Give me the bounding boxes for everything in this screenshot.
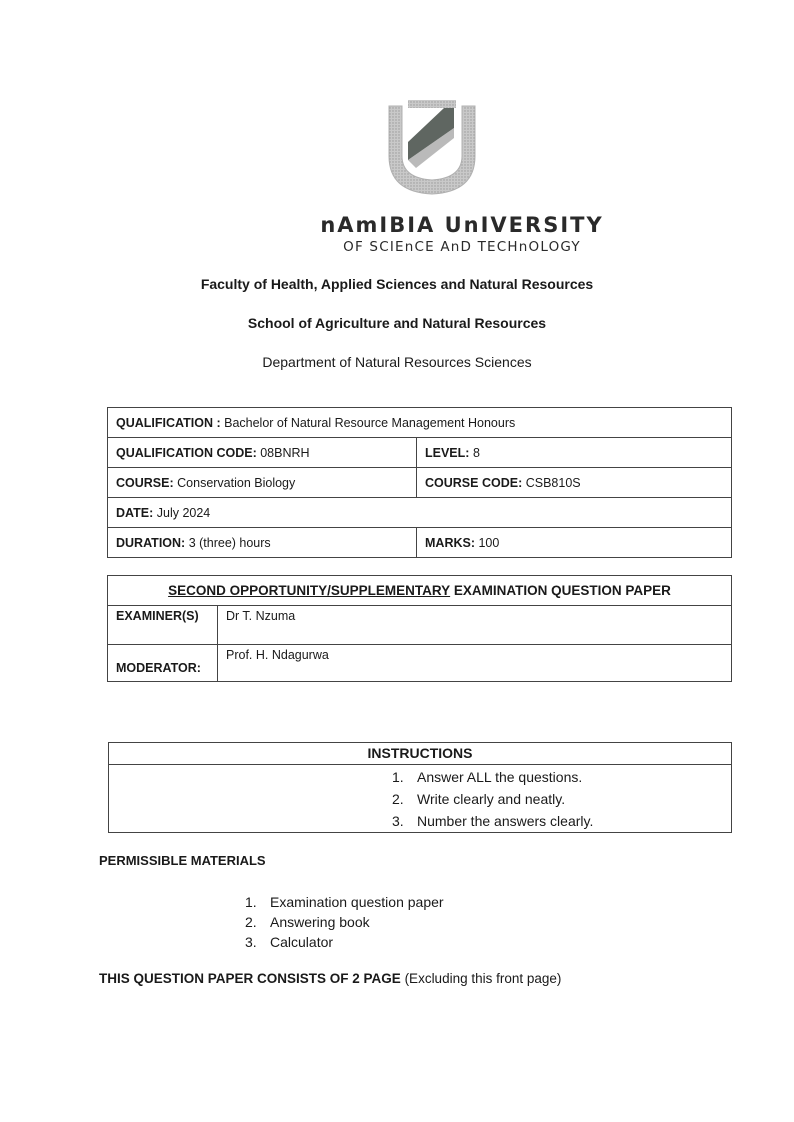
instruction-number: 2. (392, 791, 404, 807)
material-number: 3. (245, 934, 257, 950)
school-name: School of Agriculture and Natural Resources (247, 315, 547, 331)
examiner-label: EXAMINER(S) (108, 606, 218, 645)
university-subtitle: OF SCIEnCE AnD TECHnOLOGY (343, 239, 581, 255)
level-label: LEVEL: (425, 445, 470, 460)
qualification-cell (108, 408, 732, 438)
qualification-value: Bachelor of Natural Resource Management Honours (224, 415, 516, 430)
duration-label: DURATION: (116, 535, 186, 550)
course-code-label: COURSE CODE: (425, 475, 523, 490)
instruction-text: Write clearly and neatly. (417, 791, 566, 807)
page-count-bold: THIS QUESTION PAPER CONSISTS OF 2 PAGE (99, 971, 401, 986)
instruction-item (392, 810, 731, 832)
qualification-label: QUALIFICATION : (116, 415, 221, 430)
qualification-code-value: 08BNRH (260, 445, 310, 460)
marks-label: MARKS: (425, 535, 475, 550)
date-cell (108, 498, 732, 528)
marks-cell (417, 528, 732, 558)
instructions-list (392, 766, 731, 832)
instruction-text: Number the answers clearly. (417, 813, 594, 829)
instruction-item (392, 788, 731, 810)
material-item (245, 912, 444, 932)
instruction-item (392, 766, 731, 788)
date-label: DATE: (116, 505, 154, 520)
marks-value: 100 (478, 535, 500, 550)
moderator-value: Prof. H. Ndagurwa (218, 645, 732, 682)
instructions-heading: INSTRUCTIONS (109, 743, 731, 765)
instruction-number: 3. (392, 813, 404, 829)
university-logo (386, 98, 478, 196)
material-number: 1. (245, 894, 257, 910)
material-number: 2. (245, 914, 257, 930)
university-name: nAmIBIA UnIVERSITY (320, 213, 604, 237)
exam-title-rest: EXAMINATION QUESTION PAPER (453, 583, 671, 598)
examiner-value: Dr T. Nzuma (218, 606, 732, 645)
course-code-cell (417, 468, 732, 498)
course-value: Conservation Biology (177, 475, 296, 490)
course-label: COURSE: (116, 475, 174, 490)
material-item (245, 932, 444, 952)
exam-title-underlined: SECOND OPPORTUNITY/SUPPLEMENTARY (168, 583, 451, 598)
material-item (245, 892, 444, 912)
material-text: Examination question paper (270, 894, 444, 910)
course-code-value: CSB810S (525, 475, 581, 490)
exam-details-table (107, 407, 732, 558)
materials-list (245, 892, 444, 952)
instruction-number: 1. (392, 769, 404, 785)
level-value: 8 (472, 445, 480, 460)
material-text: Calculator (270, 934, 334, 950)
date-value: July 2024 (156, 505, 211, 520)
qualification-code-cell (108, 438, 417, 468)
level-cell (417, 438, 732, 468)
instruction-text: Answer ALL the questions. (417, 769, 583, 785)
course-cell (108, 468, 417, 498)
duration-value: 3 (three) hours (188, 535, 271, 550)
instructions-box (108, 742, 732, 833)
page-count-extra: (Excluding this front page) (404, 971, 562, 986)
department-name: Department of Natural Resources Sciences (262, 354, 532, 370)
examiner-table (107, 575, 732, 682)
page-count-note (99, 971, 561, 986)
material-text: Answering book (270, 914, 370, 930)
faculty-name: Faculty of Health, Applied Sciences and Natural Resources (200, 276, 594, 292)
qualification-code-label: QUALIFICATION CODE: (116, 445, 257, 460)
exam-title (108, 576, 732, 606)
duration-cell (108, 528, 417, 558)
materials-heading: PERMISSIBLE MATERIALS (99, 853, 266, 868)
moderator-label: MODERATOR: (108, 645, 218, 682)
